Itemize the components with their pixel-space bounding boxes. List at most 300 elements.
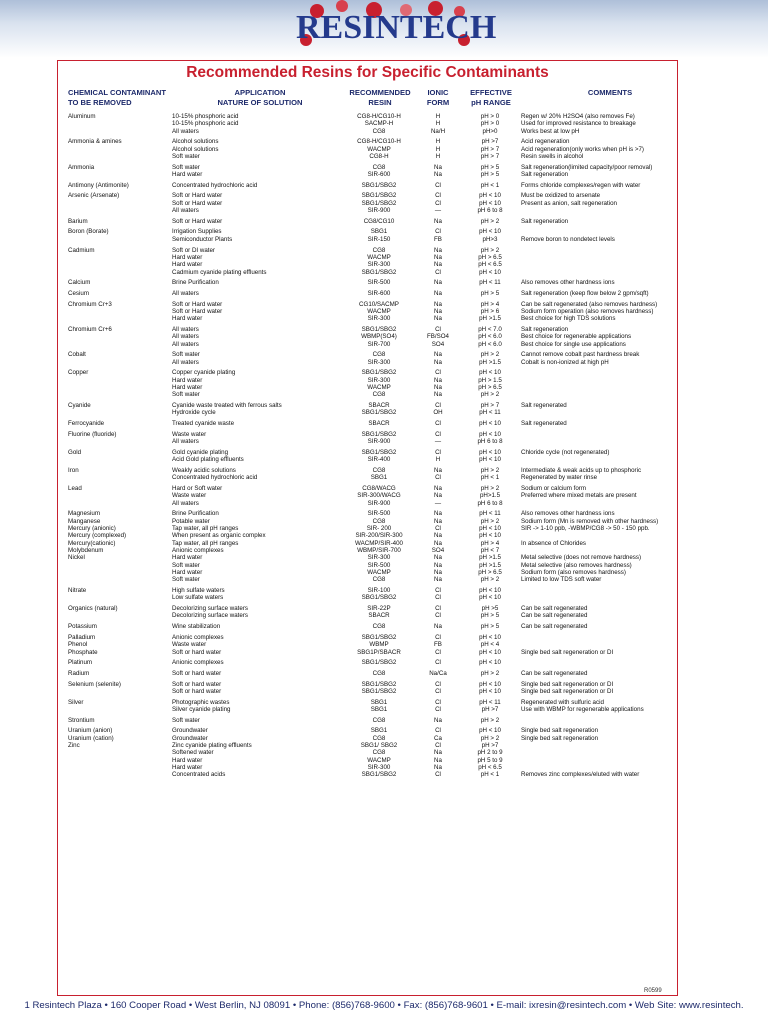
cell-resin: CG10/SACMP — [359, 300, 399, 308]
cell-form: — — [434, 499, 442, 507]
header-resin-line2: RESIN — [368, 97, 392, 107]
cell-application: Hard water — [172, 764, 203, 771]
header-ph-line1: EFFECTIVE — [470, 88, 512, 97]
header-ph-line2: pH RANGE — [471, 97, 511, 107]
cell-resin: CG8 — [372, 391, 386, 399]
cell-resin: SIR-300 — [367, 376, 391, 384]
cell-comments: Use with WBMP for regenerable applications — [521, 705, 644, 713]
cell-form: Na — [434, 576, 442, 584]
cell-comments: Used for improved resistance to breakage — [521, 120, 636, 128]
cell-resin: SBG1/SBG2 — [361, 268, 397, 276]
cell-ph: pH < 7 — [480, 547, 500, 554]
cell-application: Irrigation Supplies — [172, 228, 222, 236]
cell-comments: Salt regeneration — [521, 171, 569, 179]
cell-resin: SBG1 — [370, 705, 388, 713]
cell-ph: pH > 0 — [480, 120, 500, 128]
header-application — [200, 88, 320, 107]
cell-resin: SIR-400 — [367, 456, 391, 464]
cell-form: Na — [434, 764, 442, 771]
cell-form: Na — [434, 217, 442, 225]
cell-application: Softened water — [172, 749, 214, 757]
cell-comments: Can be salt regenerated — [521, 623, 588, 631]
cell-application: Hard water — [172, 315, 203, 323]
cell-application: Semiconductor Plants — [172, 235, 233, 243]
cell-ph: pH >1.5 — [479, 358, 501, 366]
cell-ph: pH < 10 — [479, 680, 501, 688]
cell-form: Na — [434, 532, 442, 540]
cell-application: Hard water — [172, 376, 203, 384]
cell-application: All waters — [172, 127, 199, 135]
cell-ph: pH < 4 — [480, 641, 500, 649]
cell-application: 10-15% phosphoric acid — [172, 113, 239, 120]
cell-ph: pH < 7.0 — [478, 325, 502, 333]
cell-comments: Also removes other hardness ions — [521, 510, 615, 518]
cell-comments: Best choice for single use applications — [521, 340, 626, 348]
cell-resin: SIR-200/SIR-300 — [355, 532, 403, 540]
cell-application: Soft or Hard water — [172, 199, 223, 207]
cell-application: Soft water — [172, 561, 200, 569]
cell-ph: pH>0 — [482, 127, 498, 135]
cell-form: Na — [434, 561, 442, 569]
cell-contaminant: Phenol — [68, 641, 88, 649]
cell-resin: CG8 — [372, 576, 386, 584]
cell-application: Silver cyanide plating — [172, 705, 231, 713]
cell-form: Ca — [434, 734, 442, 742]
cell-contaminant: Antimony (Antimonite) — [68, 181, 129, 189]
cell-ph: pH > 7 — [480, 145, 500, 153]
cell-ph: pH > 6.5 — [478, 384, 502, 392]
cell-form: Cl — [435, 594, 441, 602]
cell-ph: pH >1.5 — [479, 561, 501, 569]
cell-application: Decolorizing surface waters — [172, 605, 248, 613]
cell-application: Soft or hard water — [172, 669, 222, 677]
cell-contaminant: Nickel — [68, 554, 85, 562]
cell-contaminant: Lead — [68, 484, 82, 492]
cell-resin: SBG1/SBG2 — [361, 430, 397, 438]
cell-ph: pH 6 to 8 — [477, 499, 503, 507]
cell-form: Na — [434, 517, 442, 525]
cell-form: H — [435, 120, 441, 128]
cell-application: Soft or hard water — [172, 680, 222, 688]
cell-application: Hard or Soft water — [172, 484, 223, 492]
cell-resin: CG8/CG10 — [363, 217, 395, 225]
cell-resin: SBG1/SBG2 — [361, 192, 397, 200]
cell-resin: WACMP — [367, 569, 391, 577]
cell-form: Cl — [435, 325, 441, 333]
cell-resin: WACMP — [367, 145, 391, 153]
cell-form: Na — [434, 300, 442, 308]
cell-form: Na — [434, 163, 442, 171]
cell-ph: pH < 10 — [479, 524, 501, 532]
cell-comments: Can be salt regenerated — [521, 612, 588, 620]
cell-ph: pH < 11 — [479, 279, 501, 287]
cell-form: Cl — [435, 687, 441, 695]
cell-resin: SIR-900 — [367, 438, 391, 446]
cell-contaminant: Cesium — [68, 289, 89, 297]
cell-contaminant: Mercury (complexed) — [68, 532, 127, 540]
cell-ph: pH < 10 — [479, 456, 501, 464]
cell-resin: CG8 — [372, 669, 386, 677]
cell-comments: Can be salt regenerated (also removes hardness) — [521, 300, 658, 308]
cell-resin: SIR-150 — [367, 235, 391, 243]
cell-contaminant: Arsenic (Arsenate) — [68, 192, 120, 200]
cell-contaminant: Mercury(cationic) — [68, 539, 116, 547]
cell-comments: Remove boron to nondetect levels — [521, 235, 615, 243]
cell-application: Gold cyanide plating — [172, 448, 229, 456]
cell-application: Soft or hard water — [172, 648, 222, 656]
cell-ph: pH 6 to 8 — [477, 438, 503, 446]
header-form-line1: IONIC — [427, 88, 449, 97]
cell-form: Na — [434, 315, 442, 323]
cell-application: Soft or DI water — [172, 246, 215, 254]
cell-form: Na — [434, 289, 442, 297]
cell-application: Alcohol solutions — [172, 138, 219, 146]
cell-form: Na — [434, 358, 442, 366]
cell-application: Decolorizing surface waters — [172, 612, 248, 620]
cell-form: FB — [434, 235, 442, 243]
cell-comments: Sodium form operation (also removes hardness) — [521, 307, 654, 315]
cell-application: Concentrated hydrochloric acid — [172, 474, 258, 482]
cell-resin: SBG1/SBG2 — [361, 181, 397, 189]
cell-application: Wine stabilization — [172, 623, 221, 631]
cell-form: Na — [434, 484, 442, 492]
cell-resin: CG8 — [372, 351, 386, 359]
cell-form: Na — [434, 171, 442, 179]
cell-application: Zinc cyanide plating effluents — [172, 741, 252, 749]
cell-resin: SIR-300 — [367, 261, 391, 269]
cell-resin: SACMP-H — [364, 120, 394, 128]
cell-form: Cl — [435, 771, 441, 779]
cell-application: Waste water — [172, 430, 207, 438]
cell-resin: CG8/WACG — [362, 484, 396, 492]
cell-form: H — [435, 138, 441, 146]
cell-resin: SBG1/SBG2 — [361, 680, 397, 688]
cell-form: Cl — [435, 430, 441, 438]
cell-application: Cadmium cyanide plating effluents — [172, 268, 267, 276]
cell-ph: pH < 1 — [480, 771, 500, 779]
cell-ph: pH>1.5 — [479, 492, 501, 500]
header-resin-line1: RECOMMENDED — [349, 88, 411, 97]
cell-contaminant: Cyanide — [68, 402, 91, 410]
cell-resin: WACMP — [367, 253, 391, 261]
cell-form: Cl — [435, 524, 441, 532]
cell-form: Na/Ca — [429, 669, 447, 677]
cell-ph: pH < 10 — [479, 268, 501, 276]
cell-application: Hydroxide cycle — [172, 409, 216, 417]
cell-comments: Sodium form (Mn is removed with other hardness) — [521, 517, 659, 525]
cell-resin: SBG1/SBG2 — [361, 687, 397, 695]
cell-form: — — [434, 438, 442, 446]
cell-application: Low sulfate waters — [172, 594, 224, 602]
cell-form: Na — [434, 279, 442, 287]
cell-ph: pH < 10 — [479, 420, 501, 428]
cell-ph: pH 2 to 9 — [477, 749, 503, 757]
cell-resin: SIR-900 — [367, 499, 391, 507]
cell-comments: Can be salt regenerated — [521, 605, 588, 613]
cell-form: Na — [434, 307, 442, 315]
cell-resin: SBG1/SBG2 — [361, 409, 397, 417]
cell-ph: pH < 6.0 — [478, 333, 502, 341]
cell-comments: Chloride cycle (not regenerated) — [521, 448, 610, 456]
cell-comments: Metal selective (also removes hardness) — [521, 561, 632, 569]
cell-resin: CG8 — [372, 623, 386, 631]
cell-ph: pH > 5 — [480, 163, 500, 171]
cell-contaminant: Mercury (anionic) — [68, 524, 116, 532]
cell-form: Na — [434, 391, 442, 399]
cell-comments: SIR -> 1-10 ppb, -WBMP/CG8 -> 50 - 150 ppb. — [521, 524, 650, 532]
cell-application: Hard water — [172, 384, 203, 392]
cell-resin: CG8 — [372, 466, 386, 474]
cell-comments: Regenerated with sulfuric acid — [521, 698, 604, 706]
cell-resin: WACMP — [367, 756, 391, 764]
cell-comments: Salt regeneration — [521, 217, 569, 225]
cell-resin: SBG1/SBG2 — [361, 771, 397, 779]
cell-form: Cl — [435, 369, 441, 377]
header-contaminant-line2: TO BE REMOVED — [68, 97, 132, 107]
cell-resin: SBG1/SBG2 — [361, 448, 397, 456]
cell-ph: pH > 6 — [480, 307, 500, 315]
cell-application: Hard water — [172, 554, 203, 562]
cell-form: Cl — [435, 612, 441, 620]
cell-contaminant: Fluorine (fluoride) — [68, 430, 117, 438]
cell-ph: pH > 2 — [480, 217, 500, 225]
cell-ph: pH < 10 — [479, 532, 501, 540]
cell-form: Na — [434, 510, 442, 518]
cell-ph: pH > 4 — [480, 300, 500, 308]
cell-contaminant: Boron (Borate) — [68, 228, 109, 236]
cell-application: All waters — [172, 289, 199, 297]
cell-ph: pH > 2 — [480, 391, 500, 399]
cell-resin: SIR-500 — [367, 561, 391, 569]
cell-comments: Preferred where mixed metals are present — [521, 492, 637, 500]
cell-application: All waters — [172, 499, 199, 507]
cell-form: Na — [434, 351, 442, 359]
cell-application: Groundwater — [172, 734, 208, 742]
cell-ph: pH > 2 — [480, 466, 500, 474]
cell-ph: pH > 2 — [480, 484, 500, 492]
cell-ph: pH < 10 — [479, 199, 501, 207]
cell-application: Soft or Hard water — [172, 300, 223, 308]
cell-form: Cl — [435, 698, 441, 706]
document-code: R0599 — [644, 988, 662, 994]
cell-resin: WBMP — [369, 641, 389, 649]
cell-application: Soft water — [172, 576, 200, 584]
cell-application: Soft or Hard water — [172, 217, 223, 225]
cell-comments: Salt regeneration(limited capacity/poor removal) — [521, 163, 653, 171]
cell-resin: SBG1/SBG2 — [361, 199, 397, 207]
cell-form: Na — [434, 384, 442, 392]
cell-application: Soft water — [172, 351, 200, 359]
cell-ph: pH < 1 — [480, 181, 500, 189]
cell-application: All waters — [172, 207, 199, 215]
cell-resin: SBG1P/SBACR — [357, 648, 401, 656]
cell-contaminant: Ammonia — [68, 163, 95, 171]
cell-ph: pH < 6.0 — [478, 340, 502, 348]
cell-form: H — [435, 145, 441, 153]
cell-resin: SIR-300/WACG — [357, 492, 401, 500]
cell-form: Na — [434, 246, 442, 254]
cell-ph: pH >5 — [481, 605, 499, 613]
cell-application: Soft or hard water — [172, 687, 222, 695]
cell-application: Tap water, all pH ranges — [172, 539, 239, 547]
cell-application: When present as organic complex — [172, 532, 266, 540]
cell-form: Na — [434, 756, 442, 764]
cell-comments: Sodium or calcium form — [521, 484, 586, 492]
cell-application: Brine Purification — [172, 279, 219, 287]
cell-contaminant: Iron — [68, 466, 79, 474]
cell-comments: Regen w/ 20% H2SO4 (also removes Fe) — [521, 113, 635, 120]
cell-contaminant: Barium — [68, 217, 88, 225]
cell-resin: CG8 — [372, 716, 386, 724]
cell-application: Tap water, all pH ranges — [172, 524, 239, 532]
cell-form: Cl — [435, 420, 441, 428]
cell-ph: pH < 10 — [479, 727, 501, 735]
cell-resin: SBG1/SBG2 — [361, 369, 397, 377]
cell-comments: Acid regeneration(only works when pH is >7) — [521, 145, 644, 153]
cell-ph: pH < 10 — [479, 594, 501, 602]
cell-comments: Cannot remove cobalt past hardness break — [521, 351, 640, 359]
cell-form: OH — [433, 409, 443, 417]
cell-ph: pH > 2 — [480, 576, 500, 584]
cell-contaminant: Chromium Cr+3 — [68, 300, 112, 308]
cell-resin: CG8-H/CG10-H — [357, 113, 401, 120]
page-title: Recommended Resins for Specific Contaminants — [186, 64, 549, 81]
header-comments — [560, 88, 660, 98]
cell-resin: CG8 — [372, 246, 386, 254]
footer-contact: 1 Resintech Plaza • 160 Cooper Road • West Berlin, NJ 08091 • Phone: (856)768-9600 • Fax: (856)768-9601 • E-mail: ixresin@resintech.com • Web Site: www.resintech. — [24, 1000, 744, 1011]
cell-ph: pH < 10 — [479, 448, 501, 456]
cell-application: 10-15% phosphoric acid — [172, 120, 239, 128]
cell-resin: CG8 — [372, 127, 386, 135]
cell-application: All waters — [172, 333, 199, 341]
cell-ph: pH < 10 — [479, 687, 501, 695]
cell-resin: WACMP — [367, 307, 391, 315]
cell-ph: pH < 1 — [480, 474, 500, 482]
cell-contaminant: Molybdenum — [68, 547, 104, 554]
cell-comments: Metal selective (does not remove hardness) — [521, 554, 642, 562]
cell-contaminant: Zinc — [68, 741, 80, 749]
header-contaminant — [68, 88, 188, 107]
cell-application: Anionic complexes — [172, 633, 224, 641]
cell-contaminant: Gold — [68, 448, 82, 456]
cell-resin: SBG1/SBG2 — [361, 633, 397, 641]
cell-contaminant: Organics (natural) — [68, 605, 118, 613]
cell-ph: pH < 11 — [479, 510, 501, 518]
cell-application: All waters — [172, 438, 199, 446]
cell-application: Soft water — [172, 716, 200, 724]
cell-ph: pH >1.5 — [479, 315, 501, 323]
cell-comments: Best choice for regenerable applications — [521, 333, 632, 341]
header-resin — [340, 88, 420, 107]
cell-form: Na/H — [430, 127, 446, 135]
cell-application: Soft water — [172, 391, 200, 399]
cell-contaminant: Palladium — [68, 633, 96, 641]
cell-comments: Salt regeneration (keep flow below 2 gpm/sqft) — [521, 289, 649, 297]
cell-contaminant: Nitrate — [68, 587, 87, 595]
cell-contaminant: Radium — [68, 669, 90, 677]
cell-ph: pH > 6.5 — [478, 569, 502, 577]
cell-resin: SBACR — [368, 420, 390, 428]
cell-ph: pH < 10 — [479, 430, 501, 438]
cell-resin: SIR-100 — [367, 587, 391, 595]
cell-form: Na — [434, 539, 442, 547]
cell-comments: Resin swells in alcohol — [521, 153, 584, 161]
header-comments-line2: COMMENTS — [587, 88, 633, 97]
cell-form: Cl — [435, 402, 441, 410]
cell-resin: SBACR — [368, 612, 390, 620]
cell-application: All waters — [172, 340, 199, 348]
cell-resin: SBG1/ SBG2 — [360, 741, 398, 749]
cell-application: Waste water — [172, 492, 207, 500]
cell-comments: Can be salt regenerated — [521, 669, 588, 677]
cell-form: — — [434, 207, 442, 215]
cell-ph: pH > 5 — [480, 612, 500, 620]
cell-ph: pH >7 — [481, 705, 499, 713]
cell-contaminant: Ammonia & amines — [68, 138, 122, 146]
header-application-line1: APPLICATION — [234, 88, 286, 97]
cell-ph: pH > 2 — [480, 246, 500, 254]
cell-application: High sulfate waters — [172, 587, 225, 595]
cell-ph: pH < 10 — [479, 587, 501, 595]
cell-resin: SBG1/SBG2 — [361, 594, 397, 602]
cell-application: Concentrated acids — [172, 771, 226, 779]
cell-comments: Acid regeneration — [521, 138, 570, 146]
cell-resin: CG8 — [372, 517, 386, 525]
cell-form: Na — [434, 253, 442, 261]
cell-resin: WACMP/SIR-400 — [355, 539, 403, 547]
cell-application: Hard water — [172, 261, 203, 269]
cell-contaminant: Copper — [68, 369, 89, 377]
cell-contaminant: Silver — [68, 698, 84, 706]
cell-resin: SBG1 — [370, 727, 388, 735]
cell-resin: SBG1 — [370, 698, 388, 706]
cell-form: H — [435, 113, 441, 120]
cell-comments: Must be oxidized to arsenate — [521, 192, 601, 200]
cell-resin: SBG1/SBG2 — [361, 659, 397, 667]
cell-application: Anionic complexes — [172, 547, 224, 554]
cell-contaminant: Manganese — [68, 517, 101, 525]
cell-resin: SBG1 — [370, 474, 388, 482]
cell-form: FB — [434, 641, 442, 649]
cell-comments: Forms chloride complexes/regen with water — [521, 181, 641, 189]
cell-ph: pH > 2 — [480, 351, 500, 359]
cell-application: Soft water — [172, 153, 200, 161]
cell-form: Na — [434, 623, 442, 631]
cell-ph: pH < 11 — [479, 698, 501, 706]
cell-resin: SBG1/SBG2 — [361, 325, 397, 333]
header-form — [418, 88, 458, 107]
cell-ph: pH < 10 — [479, 648, 501, 656]
cell-application: Anionic complexes — [172, 659, 224, 667]
cell-contaminant: Strontium — [68, 716, 95, 724]
cell-resin: CG8-H — [369, 153, 389, 161]
cell-resin: SIR-600 — [367, 171, 391, 179]
cell-ph: pH > 0 — [480, 113, 500, 120]
cell-resin: SIR-900 — [367, 207, 391, 215]
cell-comments: Salt regeneration — [521, 325, 569, 333]
cell-form: Cl — [435, 705, 441, 713]
cell-form: Na — [434, 492, 442, 500]
cell-resin: CG8 — [372, 163, 386, 171]
cell-contaminant: Uranium (cation) — [68, 734, 114, 742]
cell-application: Treated cyanide waste — [172, 420, 235, 428]
cell-ph: pH > 5 — [480, 623, 500, 631]
cell-resin: SIR- 200 — [366, 524, 392, 532]
cell-form: Na — [434, 716, 442, 724]
cell-comments: Salt regenerated — [521, 402, 567, 410]
cell-comments: Present as anion, salt regeneration — [521, 199, 617, 207]
cell-resin: WACMP — [367, 384, 391, 392]
